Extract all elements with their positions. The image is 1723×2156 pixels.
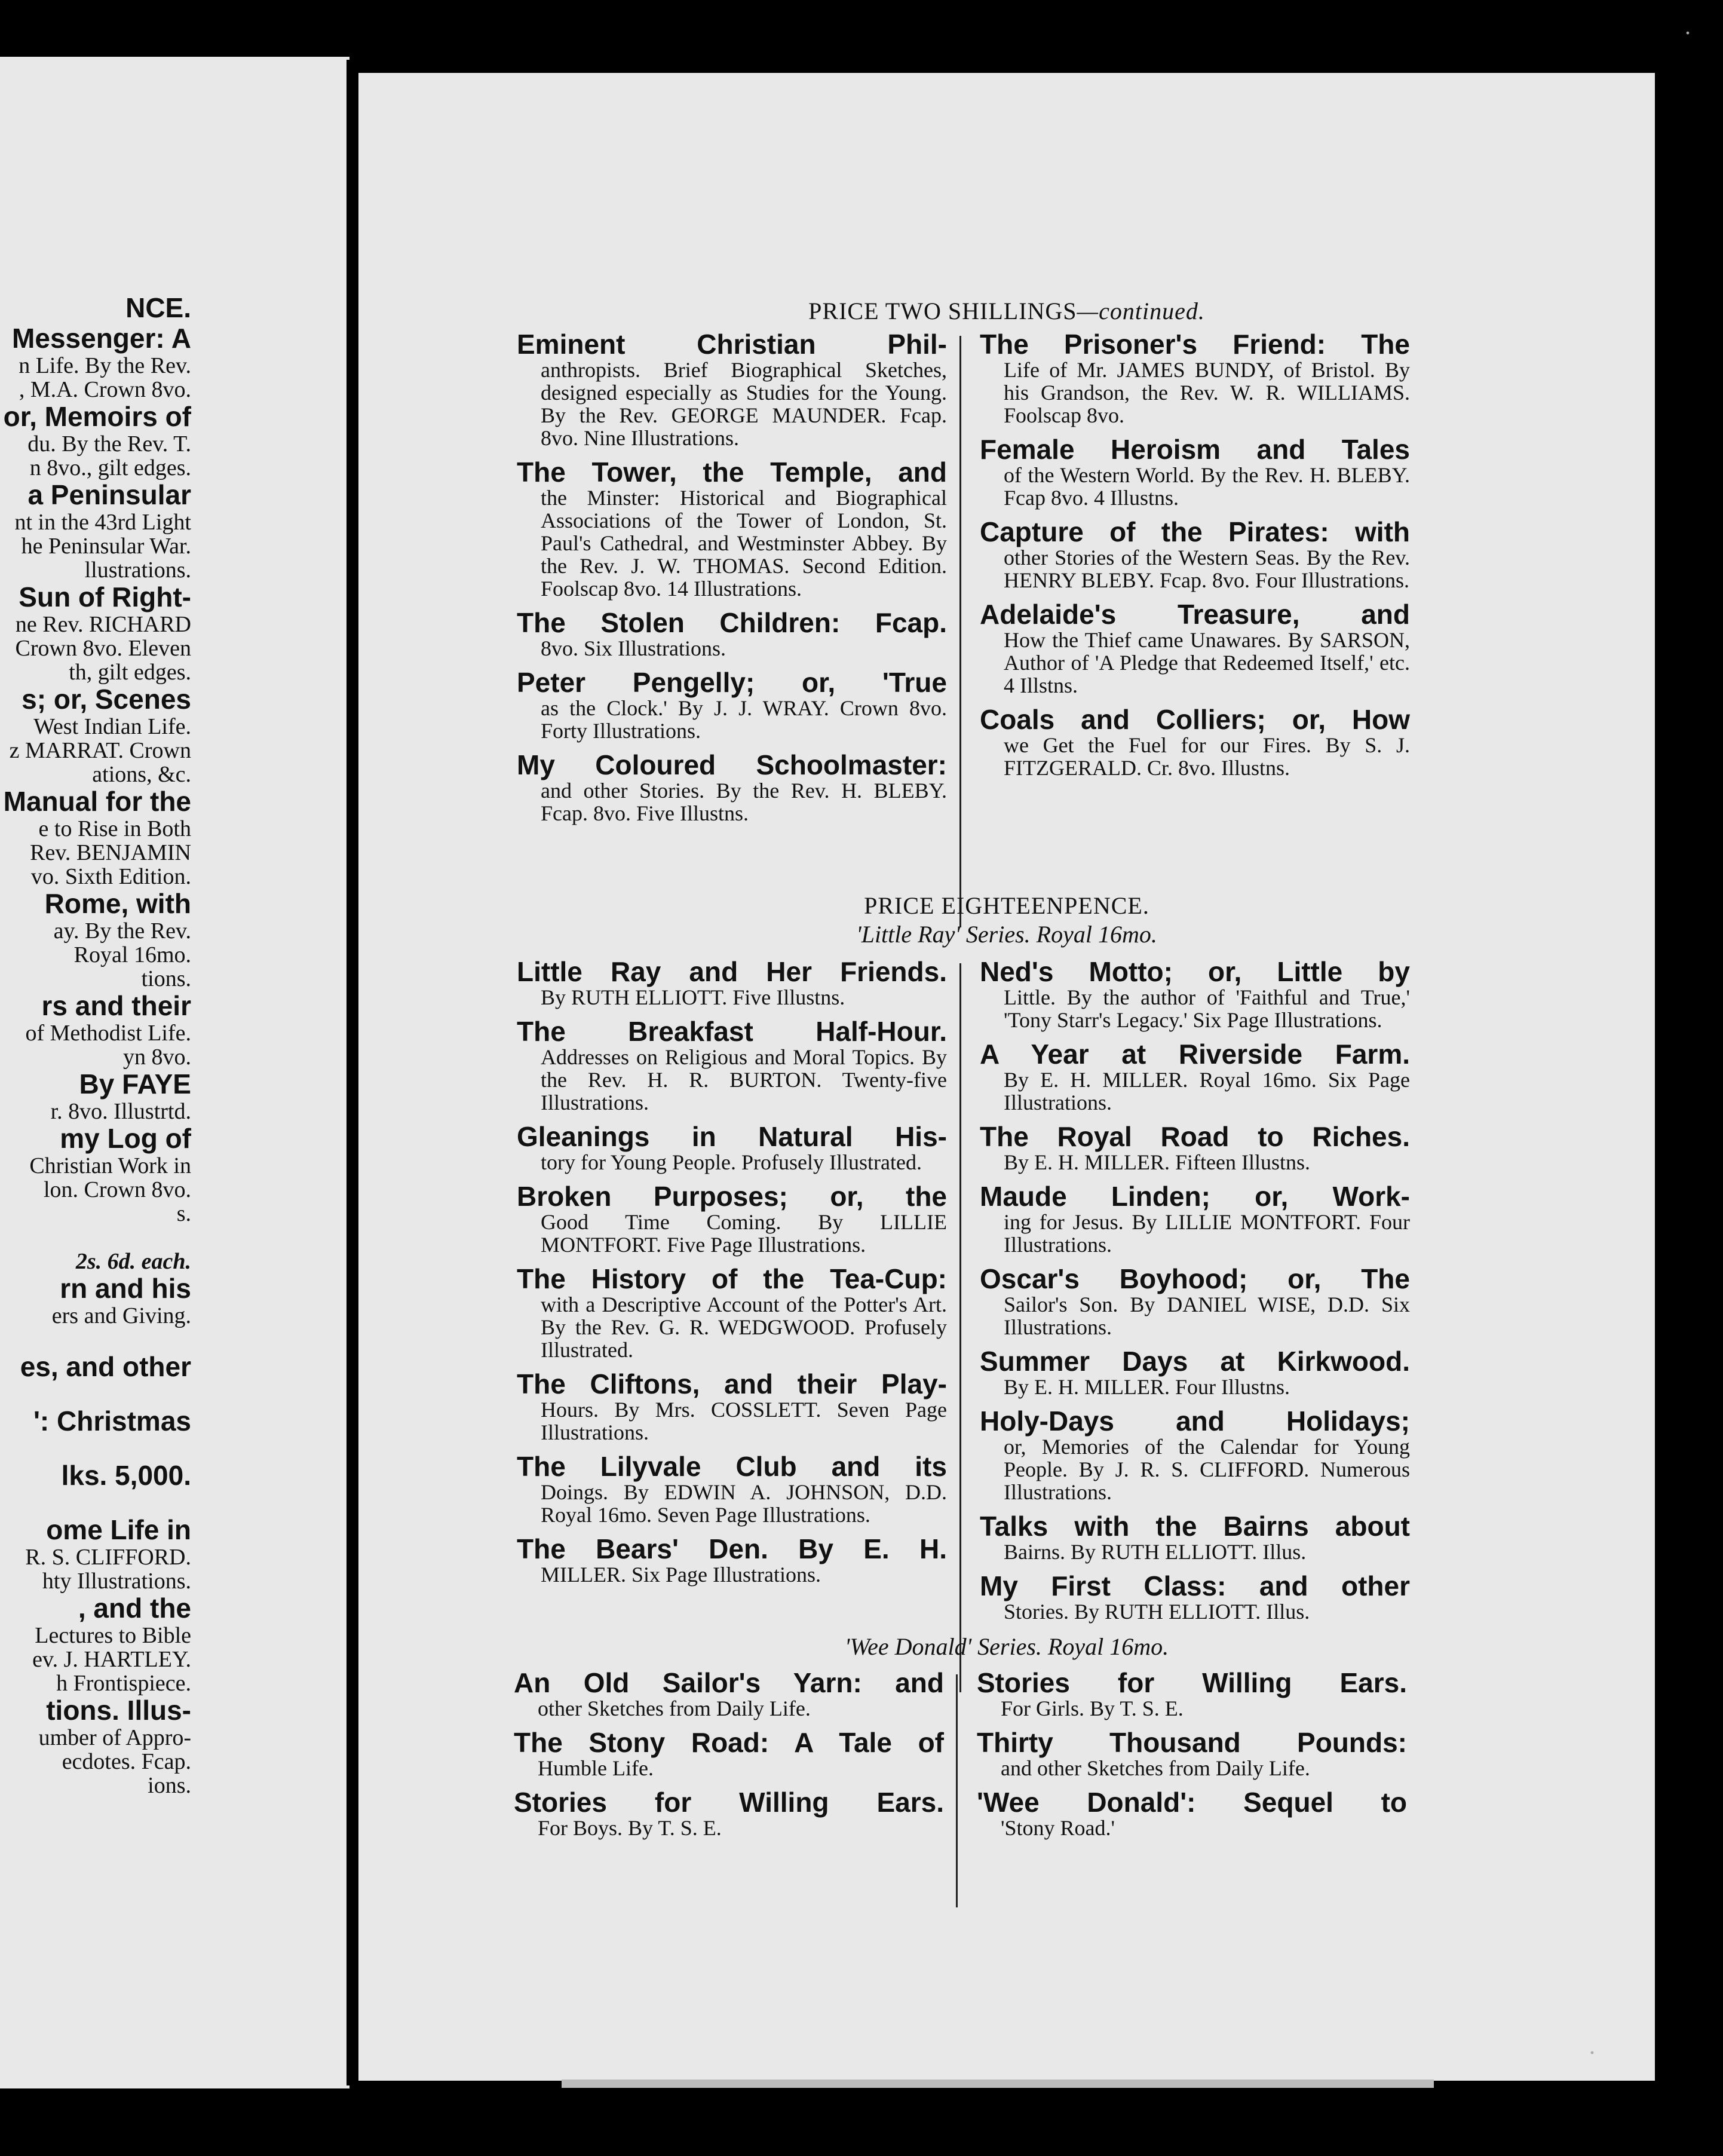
left-page-line: ne Rev. RICHARD [15,612,191,637]
left-page-line: or, Memoirs of [3,401,191,432]
book-description: Bairns. By RUTH ELLIOTT. Illus. [1004,1540,1307,1564]
book-title: Stories for Willing Ears. [514,1787,944,1818]
book-title: Oscar's Boyhood; or, The [980,1263,1410,1294]
book-entry [517,1535,947,1586]
book-title: Little Ray and Her Friends. [517,956,947,987]
left-page-line: a Peninsular [27,479,191,510]
section-heading-two-shillings: PRICE TWO SHILLINGS—continued. [808,298,1205,324]
book-title: The Bears' Den. By E. H. [517,1533,947,1564]
left-page-line: th, gilt edges. [69,660,191,685]
left-page-line: z MARRAT. Crown [9,738,191,763]
left-page-line: vo. Sixth Edition. [30,864,191,889]
book-title: Holy-Days and Holidays; [980,1405,1410,1437]
book-description: Hours. By Mrs. COSSLETT. Seven Page Illustrations. [541,1398,947,1444]
book-description: Humble Life. [538,1756,654,1780]
book-entry [517,1452,947,1526]
book-title: My First Class: and other [980,1570,1410,1601]
book-description: the Minster: Historical and Biographical Associations of the Tower of London, St. Paul's Cathedral, and Westminster Abbey. By the Rev. J. W. THOMAS. Second Edition. Foolscap 8vo. 14 Illustrations. [541,486,947,601]
little-ray-series-subheading: 'Little Ray' Series. Royal 16mo. [856,921,1157,948]
book-entry [980,1347,1410,1398]
left-page-line: , M.A. Crown 8vo. [19,377,191,402]
book-description: ing for Jesus. By LILLIE MONTFORT. Four Illustrations. [1004,1210,1410,1257]
left-page-line: r. 8vo. Illustrtd. [50,1099,191,1124]
section3-left-column [514,1668,944,1848]
book-entry [980,435,1410,509]
book-description: anthropists. Brief Biographical Sketches, designed especially as Studies for the Young. By the Rev. GEORGE MAUNDER. Fcap. 8vo. Nine Illustrations. [541,358,947,450]
book-title: Eminent Christian Phil- [517,329,947,360]
section-heading-eighteenpence: PRICE EIGHTEENPENCE. [864,892,1149,919]
right-page [358,73,1655,2081]
section1-left-column [517,330,947,833]
book-entry [980,1512,1410,1563]
book-description: Little. By the author of 'Faithful and True,' 'Tony Starr's Legacy.' Six Page Illustrations. [1004,985,1410,1032]
book-title: Adelaide's Treasure, and [980,599,1410,630]
book-entry [517,1122,947,1174]
book-entry [980,957,1410,1031]
book-entry [514,1668,944,1720]
book-description: other Stories of the Western Seas. By the Rev. HENRY BLEBY. Fcap. 8vo. Four Illustrations. [1004,546,1410,592]
book-entry [517,957,947,1009]
book-entry [980,1407,1410,1503]
left-page-line: Sun of Right- [19,581,191,612]
book-title: Coals and Colliers; or, How [980,704,1410,735]
left-page-line: Christian Work in [29,1153,191,1178]
book-description: How the Thief came Unawares. By SARSON, Author of 'A Pledge that Redeemed Itself,' etc. 4 Illstns. [1004,628,1410,697]
left-page-line: ations, &c. [92,762,191,787]
book-description: as the Clock.' By J. J. WRAY. Crown 8vo. Forty Illustrations. [541,696,947,743]
book-title: Broken Purposes; or, the [517,1181,947,1212]
section2-left-column [517,957,947,1594]
book-entry [517,608,947,660]
book-entry [980,1122,1410,1174]
page-bottom-edge [562,2080,1434,2088]
left-page-line: ecdotes. Fcap. [62,1749,191,1774]
book-title: The Stony Road: A Tale of [514,1727,944,1758]
book-description: By E. H. MILLER. Royal 16mo. Six Page Illustrations. [1004,1068,1410,1114]
book-description: MILLER. Six Page Illustrations. [541,1563,821,1587]
left-page-line: West Indian Life. [33,714,191,739]
book-entry [517,458,947,600]
left-page-line: rs and their [41,990,191,1021]
book-title: Maude Linden; or, Work- [980,1181,1410,1212]
book-description: Addresses on Religious and Moral Topics. By the Rev. H. R. BURTON. Twenty-five Illustrations. [541,1045,947,1114]
book-title: The Breakfast Half-Hour. [517,1016,947,1047]
book-entry [980,517,1410,592]
book-title: Summer Days at Kirkwood. [980,1346,1410,1377]
section1-right-column [980,330,1410,788]
section2-right-column [980,957,1410,1631]
left-facing-page [0,57,349,2088]
book-title: The History of the Tea-Cup: [517,1263,947,1294]
book-title: An Old Sailor's Yarn: and [514,1667,944,1698]
left-page-line: Manual for the [3,786,191,817]
left-page-line: my Log of [60,1123,191,1154]
left-page-line: NCE. [125,292,191,323]
book-description: tory for Young People. Profusely Illustrated. [541,1150,922,1174]
book-description: For Boys. By T. S. E. [538,1816,722,1840]
left-page-line: Rome, with [44,888,191,919]
book-entry [517,1017,947,1114]
book-entry [517,330,947,449]
column-divider [956,1674,958,1907]
book-entry [514,1728,944,1780]
book-description: Stories. By RUTH ELLIOTT. Illus. [1004,1600,1310,1624]
left-page-line: Crown 8vo. Eleven [15,636,191,661]
book-title: Female Heroism and Tales [980,434,1410,465]
left-page-line: he Peninsular War. [21,534,191,559]
left-page-line: lon. Crown 8vo. [44,1177,191,1202]
book-description: Life of Mr. JAMES BUNDY, of Bristol. By his Grandson, the Rev. W. R. WILLIAMS. Foolscap 8vo. [1004,358,1410,427]
book-title: Ned's Motto; or, Little by [980,956,1410,987]
left-page-line: By FAYE [79,1068,191,1100]
left-page-line: ers and Giving. [51,1303,191,1328]
book-description: 8vo. Six Illustrations. [541,636,726,660]
left-page-line: ome Life in [46,1514,191,1545]
book-description: Good Time Coming. By LILLIE MONTFORT. Five Page Illustrations. [541,1210,947,1257]
book-description: of the Western World. By the Rev. H. BLEBY. Fcap 8vo. 4 Illustns. [1004,463,1410,510]
left-page-line: du. By the Rev. T. [27,431,191,457]
left-page-line: h Frontispiece. [56,1671,191,1696]
left-page-line: tions. Illus- [46,1695,191,1726]
left-page-line: ev. J. HARTLEY. [32,1647,191,1672]
left-page-line: llustrations. [84,558,191,583]
scan-speck: . [1589,2032,1595,2059]
left-page-line: of Methodist Life. [25,1021,191,1046]
book-description: and other Stories. By the Rev. H. BLEBY. Fcap. 8vo. Five Illustns. [541,779,947,825]
book-title: The Lilyvale Club and its [517,1451,947,1482]
book-entry [980,1572,1410,1623]
book-entry [977,1668,1407,1720]
book-title: The Royal Road to Riches. [980,1121,1410,1152]
left-page-line: 2s. 6d. each. [75,1249,191,1274]
book-description: with a Descriptive Account of the Potter's Art. By the Rev. G. R. WEDGWOOD. Profusely Illustrated. [541,1293,947,1362]
book-title: 'Wee Donald': Sequel to [977,1787,1407,1818]
column-divider [959,963,961,1692]
book-title: The Stolen Children: Fcap. [517,607,947,638]
book-title: The Cliftons, and their Play- [517,1368,947,1399]
left-page-line: Lectures to Bible [35,1623,191,1648]
column-divider [959,336,961,927]
book-title: The Tower, the Temple, and [517,457,947,488]
book-entry [517,1182,947,1256]
left-page-line: nt in the 43rd Light [14,510,191,535]
book-description: Sailor's Son. By DANIEL WISE, D.D. Six Illustrations. [1004,1293,1410,1339]
left-page-line: umber of Appro- [38,1725,191,1750]
left-page-line: n 8vo., gilt edges. [29,455,191,480]
book-title: Gleanings in Natural His- [517,1121,947,1152]
left-page-line: Rev. BENJAMIN [30,840,191,865]
book-description: By E. H. MILLER. Four Illustns. [1004,1375,1290,1399]
left-page-line: Royal 16mo. [73,942,191,967]
book-description: Doings. By EDWIN A. JOHNSON, D.D. Royal 16mo. Seven Page Illustrations. [541,1480,947,1527]
book-description: and other Sketches from Daily Life. [1001,1756,1310,1780]
left-page-line: s. [176,1201,191,1226]
book-entry [977,1728,1407,1780]
book-description: For Girls. By T. S. E. [1001,1696,1184,1720]
left-page-line: rn and his [60,1273,191,1304]
book-title: Stories for Willing Ears. [977,1667,1407,1698]
wee-donald-series-subheading: 'Wee Donald' Series. Royal 16mo. [844,1633,1169,1660]
book-title: Peter Pengelly; or, 'True [517,667,947,698]
left-page-line: s; or, Scenes [22,684,191,715]
left-page-line: ': Christmas [33,1405,191,1437]
left-page-line: , and the [78,1592,191,1624]
book-entry [980,705,1410,779]
left-page-line: R. S. CLIFFORD. [25,1545,191,1570]
book-title: Thirty Thousand Pounds: [977,1727,1407,1758]
book-description: or, Memories of the Calendar for Young People. By J. R. S. CLIFFORD. Numerous Illustrations. [1004,1435,1410,1504]
book-description: we Get the Fuel for our Fires. By S. J. FITZGERALD. Cr. 8vo. Illustns. [1004,733,1410,780]
book-description: other Sketches from Daily Life. [538,1696,811,1720]
book-entry [514,1788,944,1839]
section3-right-column [977,1668,1407,1848]
book-entry [977,1788,1407,1839]
book-title: A Year at Riverside Farm. [980,1039,1410,1070]
book-title: Talks with the Bairns about [980,1511,1410,1542]
book-entry [517,1264,947,1361]
left-page-line: e to Rise in Both [38,816,191,841]
book-description: 'Stony Road.' [1001,1816,1115,1840]
left-page-line: Messenger: A [12,323,191,354]
left-page-line: es, and other [20,1351,191,1382]
book-title: My Coloured Schoolmaster: [517,749,947,780]
book-entry [980,1264,1410,1339]
left-page-line: tions. [141,966,191,991]
book-entry [517,668,947,742]
book-entry [980,330,1410,427]
book-entry [517,751,947,825]
left-page-line: yn 8vo. [123,1045,191,1070]
left-page-line: ions. [148,1773,191,1798]
book-description: By E. H. MILLER. Fifteen Illustns. [1004,1150,1310,1174]
left-page-line: n Life. By the Rev. [19,353,191,378]
book-entry [980,600,1410,697]
book-entry [980,1040,1410,1114]
scan-speck: . [1685,13,1691,39]
left-page-text [0,293,191,1797]
gutter [347,60,358,2085]
book-entry [980,1182,1410,1256]
book-entry [517,1370,947,1444]
book-title: Capture of the Pirates: with [980,516,1410,547]
book-description: By RUTH ELLIOTT. Five Illustns. [541,985,845,1009]
book-title: The Prisoner's Friend: The [980,329,1410,360]
left-page-line: ay. By the Rev. [53,918,191,944]
left-page-line: lks. 5,000. [61,1460,191,1491]
left-page-line: hty Illustrations. [42,1569,191,1594]
